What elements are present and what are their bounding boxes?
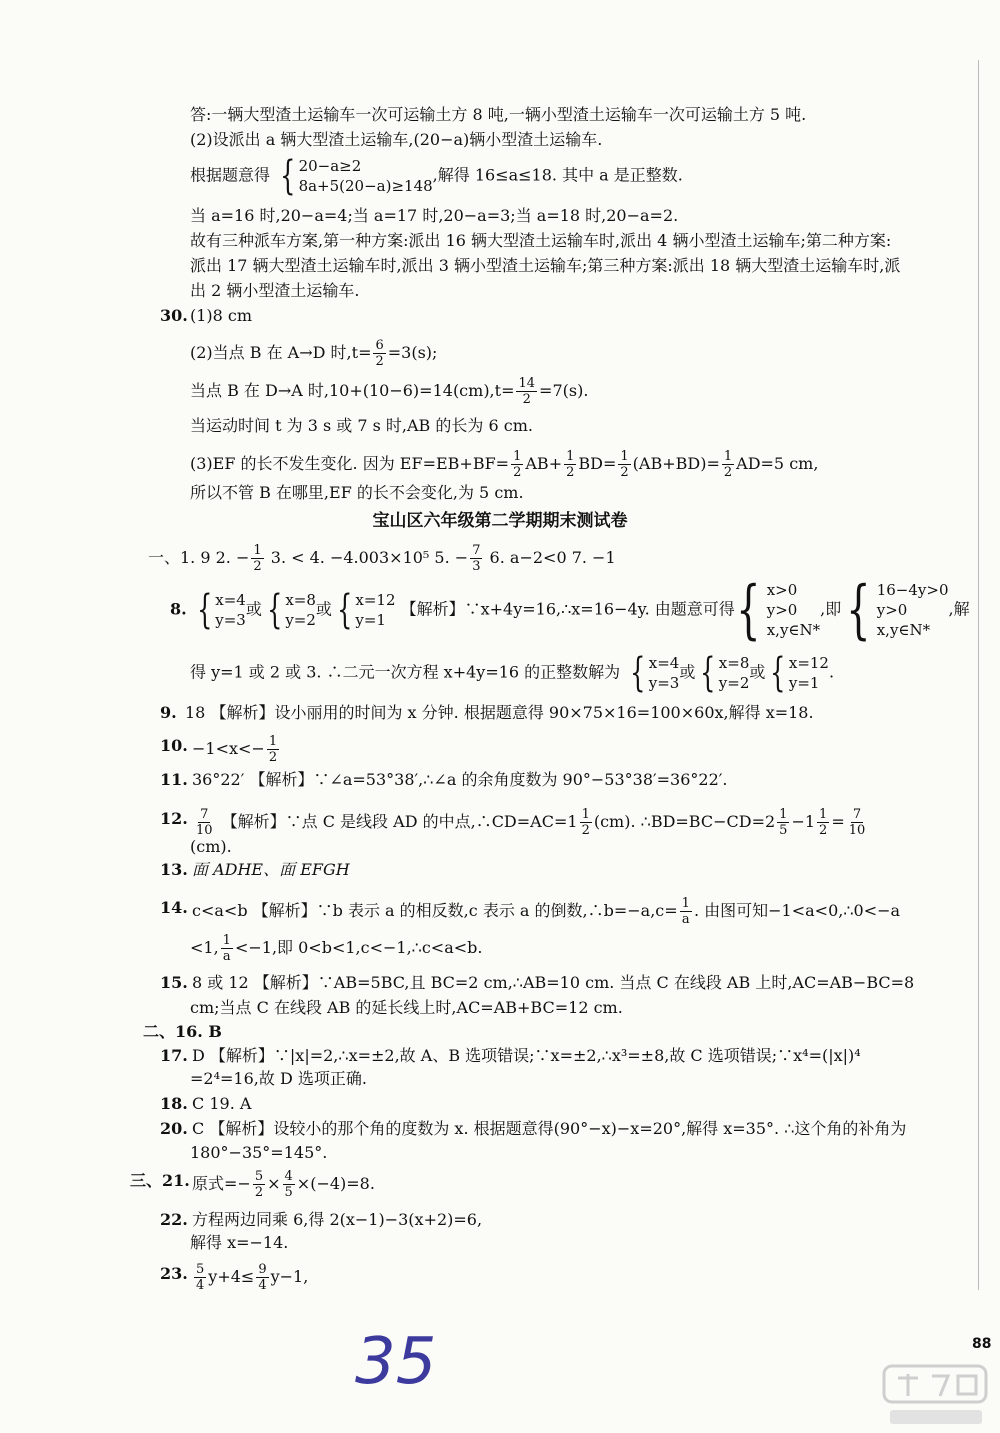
text-line: 8 或 12 【解析】∵AB=5BC,且 BC=2 cm,∴AB=10 cm. 当点 C 在线段 AB 上时,AC=AB−BC=8	[192, 973, 915, 992]
text-fragment: x=8	[718, 654, 750, 672]
text-fragment: AD=5 cm,	[736, 454, 819, 473]
text-fragment: 一、1. 9 2. −	[148, 548, 250, 567]
text-fragment: 或	[245, 599, 262, 619]
text-fragment: 1	[681, 896, 690, 911]
text-fragment: 7	[200, 807, 209, 822]
text-fragment: 14	[518, 376, 536, 391]
text-fragment: 5	[254, 1169, 264, 1184]
text-fragment: 1	[819, 807, 828, 822]
fraction	[777, 807, 789, 838]
text-fragment: 【解析】∵x+4y=16,∴x=16−4y. 由题意可得	[400, 599, 735, 619]
text-fragment: x,y∈N*	[766, 621, 821, 639]
text-line: =2⁴=16,故 D 选项正确.	[190, 1069, 367, 1088]
text-fragment: x>0	[766, 581, 798, 599]
fraction	[847, 807, 868, 838]
text-fragment: =7(s).	[539, 381, 589, 400]
text-fragment: ,解得 16≤a≤18. 其中 a 是正整数.	[432, 165, 683, 185]
text-fragment: 2	[513, 465, 522, 480]
answer-line-section-3: 三、21.	[130, 1171, 190, 1190]
text-fragment: y>0	[766, 601, 798, 619]
text-fragment: ,解	[948, 599, 970, 619]
fraction	[221, 933, 233, 964]
brace: {	[630, 650, 646, 696]
question-8-line	[170, 587, 735, 633]
text-line: 18 【解析】设小丽用的时间为 x 分钟. 根据题意得 90×75×16=100×60x,解得 x=18.	[185, 703, 814, 722]
text-fragment: 8.	[170, 599, 187, 619]
text-fragment: =	[831, 812, 845, 831]
text-fragment: 10	[848, 823, 866, 838]
question-number: 17.	[160, 1046, 188, 1065]
fraction	[283, 1169, 295, 1200]
fraction-line	[192, 734, 281, 765]
fraction	[618, 449, 630, 480]
text-fragment: y=1	[355, 611, 386, 629]
question-number: 14.	[160, 898, 188, 917]
brace: {	[700, 650, 716, 696]
brace: {	[770, 650, 786, 696]
text-fragment: <1,	[190, 938, 219, 957]
answer-line-section-1	[148, 543, 616, 574]
fraction-line	[192, 1262, 308, 1293]
text-line: 36°22′ 【解析】∵∠a=53°38′,∴∠a 的余角度数为 90°−53°38′=36°22′.	[192, 770, 728, 789]
text-fragment: AB+	[525, 454, 563, 473]
equation-system	[838, 573, 949, 647]
fraction-line	[190, 338, 437, 369]
text-fragment: 9	[258, 1262, 267, 1277]
text-fragment: 5	[196, 1262, 205, 1277]
text-fragment: 7	[472, 543, 481, 558]
text-fragment: y=2	[718, 674, 750, 692]
equation-stack	[285, 590, 316, 630]
text-fragment: x=8	[285, 591, 316, 609]
fraction	[722, 449, 734, 480]
text-fragment: y−1,	[270, 1267, 309, 1286]
text-fragment: 3	[472, 559, 481, 574]
brace: {	[337, 587, 353, 633]
page-number: 88	[972, 1336, 992, 1352]
fraction	[580, 807, 592, 838]
text-fragment: . 由图可知−1<a<0,∴0<−a	[693, 901, 901, 920]
equation-system	[262, 587, 316, 633]
answer-line-section-2: 二、16. B	[143, 1022, 222, 1041]
fraction-line	[190, 376, 588, 407]
brace: {	[280, 153, 296, 199]
text-fragment: x=12	[355, 591, 396, 609]
text-fragment: 4	[258, 1278, 267, 1293]
fraction	[194, 807, 215, 838]
text-line: 解得 x=−14.	[190, 1233, 289, 1252]
fraction	[253, 1169, 265, 1200]
inequality-system-line	[190, 153, 683, 199]
question-number: 23.	[160, 1264, 188, 1283]
watermark-logo-icon	[880, 1360, 990, 1432]
text-line: 派出 17 辆大型渣土运输车时,派出 3 辆小型渣土运输车;第三种方案:派出 18 辆大型渣土运输车时,派	[190, 256, 901, 275]
fraction-line	[192, 1169, 375, 1200]
question-8-line-2: 得 y=1 或 2 或 3. ∴二元一次方程 x+4y=16 的正整数解为 { x=4 y=3 或 { x=8 y=2 或 { x=12 y=1 .	[190, 650, 835, 696]
question-number: 12.	[160, 809, 188, 828]
text-fragment: 得 y=1 或 2 或 3. ∴二元一次方程 x+4y=16 的正整数解为	[190, 662, 621, 682]
text-fragment: 2	[268, 750, 278, 765]
equation-system	[625, 650, 680, 696]
text-fragment: 根据题意得	[190, 165, 271, 185]
fraction	[256, 1262, 268, 1293]
text-line: 当运动时间 t 为 3 s 或 7 s 时,AB 的长为 6 cm.	[190, 416, 533, 435]
fraction	[373, 338, 385, 369]
text-fragment: y>0	[876, 601, 908, 619]
text-fragment: y=1	[788, 674, 820, 692]
equation-stack	[719, 653, 750, 693]
equation-system	[695, 650, 750, 696]
text-line: C 19. A	[192, 1094, 252, 1113]
text-fragment: 7	[852, 807, 862, 822]
question-number: 9.	[160, 703, 177, 722]
text-fragment: 当点 B 在 D→A 时,10+(10−6)=14(cm),t=	[190, 381, 515, 400]
text-fragment: 或	[679, 662, 696, 682]
text-line: 出 2 辆小型渣土运输车.	[190, 281, 360, 300]
equation-stack	[649, 653, 680, 693]
text-line: 方程两边同乘 6,得 2(x−1)−3(x+2)=6,	[192, 1210, 483, 1229]
text-fragment: x=4	[648, 654, 680, 672]
equation-stack	[877, 580, 949, 640]
text-fragment: −1<x<−	[192, 739, 265, 758]
text-fragment: 1	[222, 933, 231, 948]
text-line: (cm).	[190, 837, 232, 856]
text-fragment: (cm). ∴BD=BC−CD=2	[593, 812, 776, 831]
fraction	[251, 543, 263, 574]
brace: {	[266, 587, 283, 633]
answer-line: 答:一辆大型渣土运输车一次可运输土方 8 吨,一辆小型渣土运输车一次可运输土方 5 吨.	[190, 105, 807, 124]
handwritten-page-number: 35	[355, 1325, 437, 1399]
text-line: C 【解析】设较小的那个角的度数为 x. 根据题意得(90°−x)−x=20°,解得 x=35°. ∴这个角的补角为	[192, 1119, 907, 1138]
text-fragment: =3(s);	[387, 343, 438, 362]
equation-stack	[767, 580, 820, 640]
text-fragment: ×	[267, 1174, 281, 1193]
text-fragment: 6. a−2<0 7. −1	[484, 548, 616, 567]
fraction-line	[190, 933, 482, 964]
binding-edge-line	[978, 60, 979, 1290]
text-fragment: 1	[620, 449, 629, 464]
fraction-line	[190, 449, 818, 480]
text-fragment: 16−4y>0	[876, 581, 949, 599]
text-fragment: y+4≤	[208, 1267, 255, 1286]
fraction-line	[192, 807, 869, 838]
text-fragment: 或	[315, 599, 332, 619]
text-fragment: 2	[566, 465, 575, 480]
text-fragment: x,y∈N*	[876, 621, 931, 639]
text-line: 180°−35°=145°.	[190, 1143, 328, 1162]
text-line: 当 a=16 时,20−a=4;当 a=17 时,20−a=3;当 a=18 时,20−a=2.	[190, 206, 679, 225]
equation-system	[728, 573, 821, 647]
text-fragment: 2	[522, 392, 531, 407]
text-fragment: −1	[791, 812, 816, 831]
text-line: D 【解析】∵|x|=2,∴x=±2,故 A、B 选项错误;∵x=±2,∴x³=±8,故 C 选项错误;∵x⁴=(|x|)⁴	[192, 1046, 861, 1065]
brace: {	[196, 587, 213, 633]
question-number: 18.	[160, 1094, 188, 1113]
text-line: (2)设派出 a 辆大型渣土运输车,(20−a)辆小型渣土运输车.	[190, 130, 603, 149]
text-fragment: ,即	[820, 599, 842, 619]
brace: {	[736, 573, 761, 647]
text-fragment: BD=	[578, 454, 617, 473]
text-fragment: 1	[253, 543, 262, 558]
text-fragment: 8a+5(20−a)≥148	[298, 177, 433, 195]
question-number: 22.	[160, 1210, 188, 1229]
equation-system	[765, 650, 829, 696]
text-fragment: <−1,即 0<b<1,c<−1,∴c<a<b.	[234, 938, 483, 957]
text-fragment: 1	[723, 449, 733, 464]
equation-system	[192, 587, 246, 633]
text-fragment: y=3	[215, 611, 246, 629]
text-fragment: 1	[268, 734, 278, 749]
text-line: 所以不管 B 在哪里,EF 的长不会变化,为 5 cm.	[190, 483, 524, 502]
fraction	[564, 449, 576, 480]
fraction	[470, 543, 482, 574]
fraction	[680, 896, 692, 927]
text-fragment: (3)EF 的长不发生变化. 因为 EF=EB+BF=	[190, 454, 510, 473]
text-fragment: 5	[284, 1185, 293, 1200]
section-title: 宝山区六年级第二学期期末测试卷	[372, 511, 628, 531]
fraction	[817, 807, 829, 838]
text-fragment: 2	[375, 354, 384, 369]
text-fragment: (AB+BD)=	[632, 454, 720, 473]
text-fragment: x=12	[788, 654, 829, 672]
text-fragment: a	[681, 912, 690, 927]
brace: {	[846, 573, 871, 647]
fraction	[194, 1262, 206, 1293]
text-fragment: 4	[196, 1278, 205, 1293]
text-fragment: 10	[196, 823, 213, 838]
text-fragment: 3. < 4. −4.003×10⁵ 5. −	[265, 548, 469, 567]
question-number: 20.	[160, 1119, 188, 1138]
text-fragment: c<a<b 【解析】∵b 表示 a 的相反数,c 表示 a 的倒数,∴b=−a,c=	[192, 901, 678, 920]
text-fragment: 1	[779, 807, 788, 822]
equation-system	[275, 153, 433, 199]
condition-system-2	[838, 573, 970, 647]
text-fragment: y=2	[285, 611, 316, 629]
text-fragment: 1	[513, 449, 522, 464]
equation-system	[332, 587, 396, 633]
text-fragment: 2	[581, 823, 590, 838]
text-fragment: 5	[779, 823, 788, 838]
fraction-line	[192, 896, 900, 927]
equation-stack	[299, 156, 433, 196]
equation-stack	[789, 653, 829, 693]
text-fragment: 【解析】∵点 C 是线段 AD 的中点,∴CD=AC=1	[216, 812, 578, 831]
fraction	[511, 449, 523, 480]
fraction	[267, 734, 279, 765]
text-fragment: 2	[253, 559, 262, 574]
text-fragment: 6	[375, 338, 384, 353]
question-number: 30.	[160, 306, 188, 325]
text-line: 故有三种派车方案,第一种方案:派出 16 辆大型渣土运输车时,派出 4 辆小型渣土运输车;第二种方案:	[190, 231, 892, 250]
text-fragment: 1	[566, 449, 575, 464]
text-line: 面 ADHE、面 EFGH	[192, 860, 350, 879]
text-fragment: 原式=−	[192, 1174, 251, 1193]
text-fragment: a	[222, 949, 231, 964]
text-fragment: 或	[749, 662, 766, 682]
text-fragment: y=3	[648, 674, 680, 692]
text-fragment: 1	[581, 807, 590, 822]
text-fragment: ×(−4)=8.	[296, 1174, 375, 1193]
text-fragment: 2	[620, 465, 629, 480]
question-number: 11.	[160, 770, 188, 789]
text-fragment: 2	[819, 823, 828, 838]
text-fragment: 2	[254, 1185, 264, 1200]
fraction	[516, 376, 537, 407]
text-fragment: 20−a≥2	[298, 157, 362, 175]
equation-stack	[355, 590, 395, 630]
text-line: (1)8 cm	[190, 306, 253, 325]
text-fragment: x=4	[215, 591, 246, 609]
question-number: 15.	[160, 973, 188, 992]
text-fragment: 2	[723, 465, 733, 480]
question-number: 13.	[160, 860, 188, 879]
question-number: 10.	[160, 736, 188, 755]
equation-stack	[215, 590, 246, 630]
text-fragment: (2)当点 B 在 A→D 时,t=	[190, 343, 372, 362]
condition-system-1	[728, 573, 842, 647]
text-line: cm;当点 C 在线段 AB 的延长线上时,AC=AB+BC=12 cm.	[190, 998, 623, 1017]
text-fragment: 4	[284, 1169, 293, 1184]
